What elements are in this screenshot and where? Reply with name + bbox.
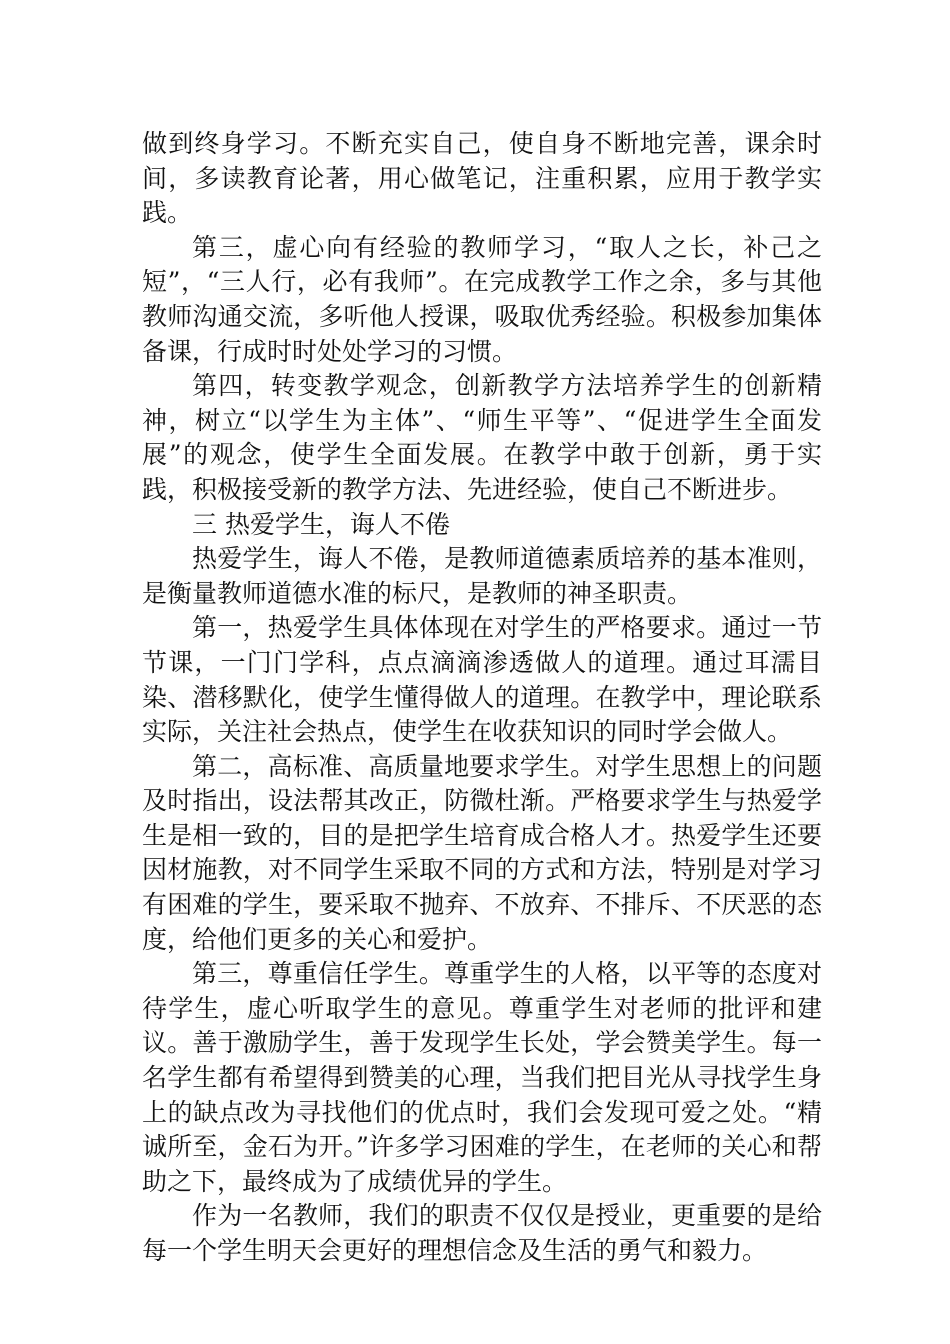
section-heading-love-students: 三 热爱学生，诲人不倦 <box>192 509 450 539</box>
paragraph-learn-from-experienced: 第三，虚心向有经验的教师学习，“取人之长，补己之短”，“三人行，必有我师”。在完成教学工作之余，多与其他教师沟通交流，多听他人授课，吸取优秀经验。积极参加集体备课，行成时时处处学习的习惯。 <box>142 232 822 366</box>
paragraph-continuation: 做到终身学习。不断充实自己，使自身不断地完善，课余时间，多读教育论著，用心做笔记，注重积累，应用于教学实践。 <box>142 129 822 228</box>
paragraph-high-standards: 第二，高标准、高质量地要求学生。对学生思想上的问题及时指出，设法帮其改正，防微杜渐。严格要求学生与热爱学生是相一致的，目的是把学生培育成合格人才。热爱学生还要因材施教，对不同学生采取不同的方式和方法，特别是对学习有困难的学生，要采取不抛弃、不放弃、不排斥、不厌恶的态度，给他们更多的关心和爱护。 <box>142 751 822 954</box>
paragraph-conclusion: 作为一名教师，我们的职责不仅仅是授业，更重要的是给每一个学生明天会更好的理想信念及生活的勇气和毅力。 <box>142 1201 822 1265</box>
document-page <box>142 127 822 1269</box>
paragraph-respect-students: 第三，尊重信任学生。尊重学生的人格，以平等的态度对待学生，虚心听取学生的意见。尊重学生对老师的批评和建议。善于激励学生，善于发现学生长处，学会赞美学生。每一名学生都有希望得到赞美的心理，当我们把目光从寻找学生身上的缺点改为寻找他们的优点时，我们会发现可爱之处。“精诚所至，金石为开。”许多学习困难的学生，在老师的关心和帮助之下，最终成为了成绩优异的学生。 <box>142 959 822 1196</box>
paragraph-change-teaching-concept: 第四，转变教学观念，创新教学方法培养学生的创新精神，树立“以学生为主体”、“师生平等”、“促进学生全面发展”的观念，使学生全面发展。在教学中敢于创新，勇于实践，积极接受新的教学方法、先进经验，使自己不断进步。 <box>142 371 822 504</box>
paragraph-strict-requirements: 第一，热爱学生具体体现在对学生的严格要求。通过一节节课，一门门学科，点点滴滴渗透做人的道理。通过耳濡目染、潜移默化，使学生懂得做人的道理。在教学中，理论联系实际，关注社会热点，使学生在收获知识的同时学会做人。 <box>142 613 822 747</box>
paragraph-love-students-intro: 热爱学生，诲人不倦，是教师道德素质培养的基本准则，是衡量教师道德水准的标尺，是教师的神圣职责。 <box>142 544 822 608</box>
